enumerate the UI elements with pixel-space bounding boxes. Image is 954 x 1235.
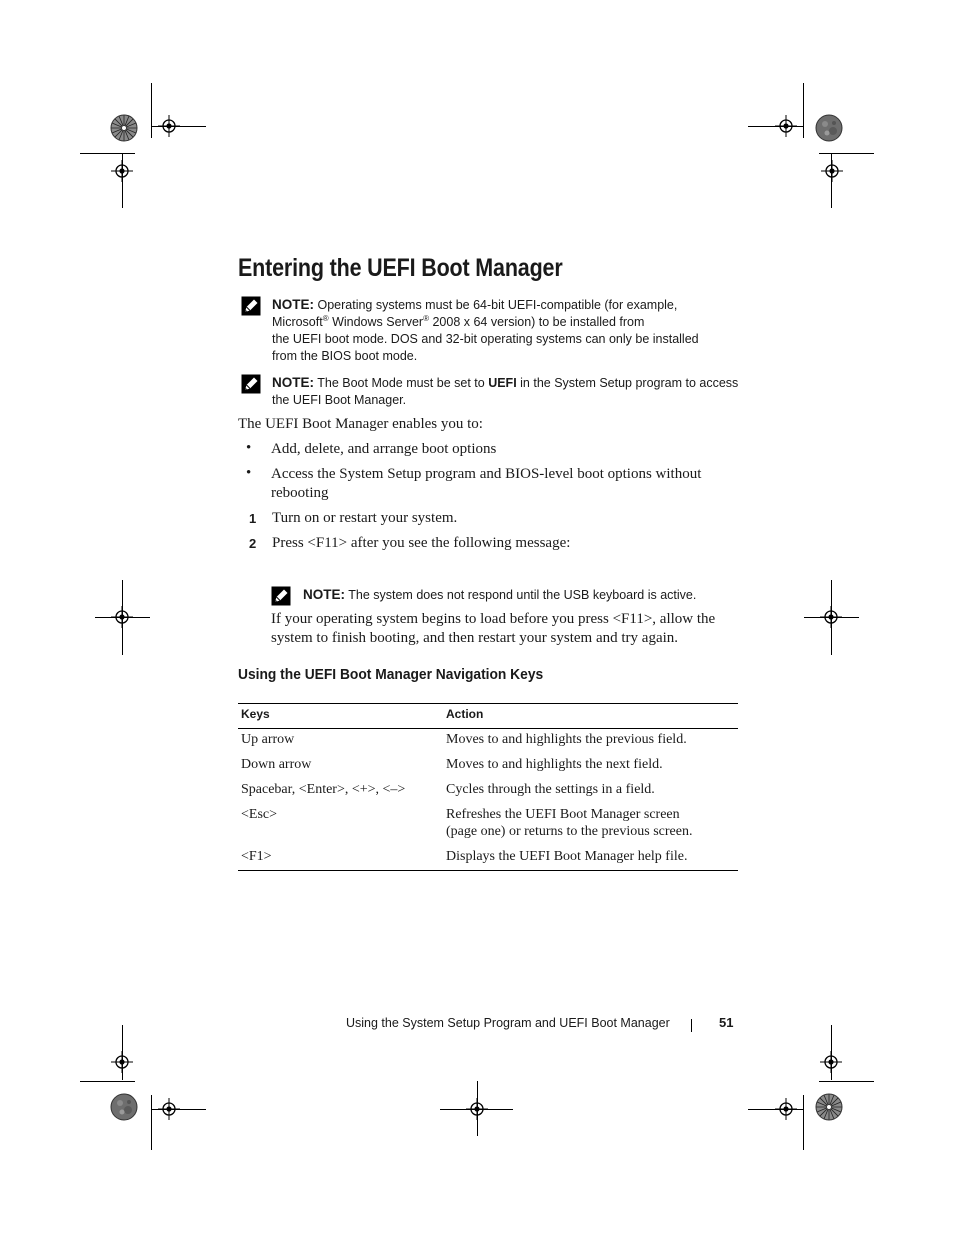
- section-heading: Using the UEFI Boot Manager Navigation Keys: [238, 666, 544, 683]
- starburst-mark-icon: [815, 1093, 843, 1121]
- note-pencil-icon: [241, 374, 261, 394]
- table-row-2-action: Moves to and highlights the next field.: [446, 757, 663, 772]
- step-1-text: Turn on or restart your system.: [272, 510, 458, 526]
- footer-chapter-title: Using the System Setup Program and UEFI Boot Manager: [346, 1016, 670, 1030]
- table-row-4-action-line-1: Refreshes the UEFI Boot Manager screen: [446, 807, 680, 822]
- note-3-text: The system does not respond until the USB keyboard is active.: [348, 588, 697, 602]
- note-1-windows-server: Windows Server: [328, 315, 424, 329]
- bullet-symbol: •: [246, 465, 252, 481]
- note-1-line-1: Operating systems must be 64-bit UEFI-compatible (for example,: [317, 298, 678, 312]
- bullet-item-1: Add, delete, and arrange boot options: [271, 441, 497, 457]
- note-label: NOTE:: [272, 375, 314, 390]
- note-1-line-4: from the BIOS boot mode.: [272, 349, 418, 363]
- table-row-3-key: Spacebar, <Enter>, <+>, <–>: [241, 782, 406, 797]
- table-row-4-action: [446, 806, 692, 840]
- registration-mark-icon: [775, 1098, 797, 1120]
- note-pencil-icon: [271, 586, 291, 606]
- registration-mark-icon: [158, 1098, 180, 1120]
- registration-mark-icon: [820, 606, 842, 628]
- registered-mark: ®: [423, 313, 429, 323]
- table-row-5-action: Displays the UEFI Boot Manager help file.: [446, 849, 688, 864]
- table-row-3-action: Cycles through the settings in a field.: [446, 782, 655, 797]
- page-title: Entering the UEFI Boot Manager: [238, 254, 563, 282]
- intro-text: The UEFI Boot Manager enables you to:: [238, 416, 483, 432]
- bullet-item-2-line-1: Access the System Setup program and BIOS-level boot options without: [271, 466, 702, 482]
- note-label: NOTE:: [303, 587, 345, 602]
- step-number-1: 1: [249, 511, 257, 526]
- table-header-rule: [238, 728, 738, 729]
- registration-mark-icon: [111, 1051, 133, 1073]
- note-2-uefi-term: UEFI: [488, 376, 517, 390]
- note-pencil-icon: [241, 296, 261, 316]
- table-header-keys: Keys: [241, 707, 270, 721]
- page-number: 51: [719, 1015, 734, 1030]
- table-row-5-key: <F1>: [241, 849, 272, 864]
- registration-mark-icon: [111, 606, 133, 628]
- registration-mark-icon: [821, 160, 843, 182]
- note-1-line-2-rest: 2008 x 64 version) to be installed from: [429, 315, 645, 329]
- table-row-1-action: Moves to and highlights the previous field.: [446, 732, 687, 747]
- table-top-rule: [238, 703, 738, 704]
- registered-mark: ®: [322, 313, 329, 323]
- note-2: [272, 374, 738, 409]
- table-row-2-key: Down arrow: [241, 757, 312, 772]
- bullet-item-2: [271, 465, 701, 503]
- bullet-item-2-line-2: rebooting: [271, 485, 329, 501]
- note-2-line-2: the UEFI Boot Manager.: [272, 393, 407, 407]
- table-bottom-rule: [238, 870, 738, 871]
- footer-separator: [691, 1019, 692, 1032]
- note-1-microsoft: Microsoft: [272, 315, 323, 329]
- boot-paragraph: [271, 610, 715, 648]
- boot-paragraph-line-2: system to finish booting, and then restart your system and try again.: [271, 630, 679, 646]
- note-1: [272, 296, 699, 365]
- gray-disc-mark-icon: [110, 1093, 138, 1121]
- note-2-line-1-c: in the System Setup program to access: [516, 376, 739, 390]
- table-row-4-key: <Esc>: [241, 807, 278, 822]
- bullet-symbol: •: [246, 440, 252, 456]
- note-1-line-3: the UEFI boot mode. DOS and 32-bit operating systems can only be installed: [272, 332, 699, 346]
- boot-paragraph-line-1: If your operating system begins to load before you press <F11>, allow the: [271, 611, 716, 627]
- note-3: [303, 586, 696, 604]
- registration-mark-icon: [820, 1051, 842, 1073]
- registration-mark-icon: [466, 1098, 488, 1120]
- table-row-4-action-line-2: (page one) or returns to the previous screen.: [446, 824, 693, 839]
- starburst-mark-icon: [110, 114, 138, 142]
- table-header-action: Action: [446, 707, 484, 721]
- note-2-line-1-a: The Boot Mode must be set to: [317, 376, 489, 390]
- step-2-text: Press <F11> after you see the following message:: [272, 535, 571, 551]
- table-row-1-key: Up arrow: [241, 732, 295, 747]
- step-number-2: 2: [249, 536, 257, 551]
- note-label: NOTE:: [272, 297, 314, 312]
- gray-disc-mark-icon: [815, 114, 843, 142]
